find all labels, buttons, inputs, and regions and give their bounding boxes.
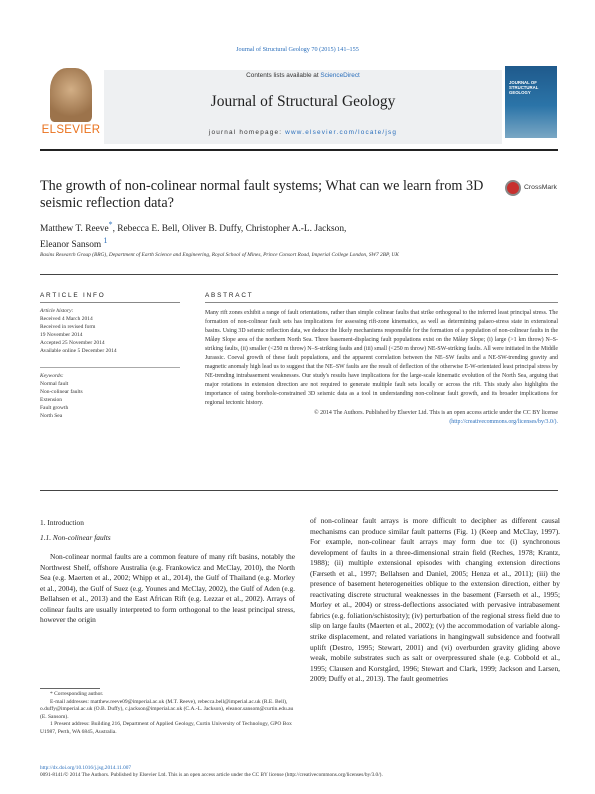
body-column-left <box>40 518 295 626</box>
keyword-item: Non-colinear faults <box>40 389 83 396</box>
history-item: Available online 5 December 2014 <box>40 348 117 355</box>
cover-title: JOURNAL OF STRUCTURAL GEOLOGY <box>509 80 539 96</box>
contents-line <box>104 72 502 79</box>
body-divider <box>40 490 558 491</box>
journal-cover-image[interactable] <box>505 66 557 138</box>
license-statement <box>205 409 558 427</box>
history-item: Received in revised form <box>40 324 96 331</box>
article-history <box>40 307 180 356</box>
history-item: Received 4 March 2014 <box>40 316 93 323</box>
paragraph: of non-colinear fault arrays is more difficult to decipher as different causal mechanisms can produce similar fault patterns (Fig. 1) (Keep and McClay, 1997). For example, non-colinear fault arrays may form due to: (i) synchronous development of faults in a three-dimensional strain field (Reches, 1978; Krantz, 1988); (ii) multiple extensional episodes with changing extension directions (Færseth et al., 1997; Bellahsen and Daniel, 2005; Henza et al., 2011); (iii) the presence of basement heterogeneities oblique to the extension direction, either by reactivating discrete structural weaknesses in the basement (Færseth et al., 1995; Morley et al., 2004) or stress-deflections associated with pervasive intrabasement fabrics (e.g. foliation/schistosity); (iv) perturbation of the regional stress field due to slip on large faults (Maerten et al., 2002); (v) the accommodation of variable along-strike displacement, and related variations in hangingwall subsidence and footwall uplift (Destro, 1995; Stewart, 2001) and (vi) overburden gravity gliding above weak, mobile substrates such as salt or overpressured shale (e.g. Cobbold et al., 1995; Clausen and Korstgård, 1996; Stewart and Clark, 1999; Jackson and Larsen, 2009; Duffy et al., 2013). The fault geometries <box>310 516 560 684</box>
doi-link[interactable]: http://dx.doi.org/10.1016/j.jsg.2014.11.007 <box>40 765 132 771</box>
corresponding-author-note: * Corresponding author. <box>50 691 104 697</box>
abstract-heading: ABSTRACT <box>205 292 254 299</box>
elsevier-logo <box>40 66 102 140</box>
elsevier-wordmark: ELSEVIER <box>41 124 101 136</box>
body-column-right <box>310 516 560 685</box>
author-last[interactable]: Eleanor Sansom <box>40 240 102 251</box>
info-divider <box>40 274 558 275</box>
paragraph: Non-colinear normal faults are a common feature of many rift basins, notably the Northwest Shelf, offshore Australia (e.g. Frankowicz and McClay, 2010), the North Sea (e.g. Maerten et al., 2002; Whipp et al., 2014), the Gulf of Thailand (e.g. Morley et al., 2004), the Gulf of Suez (e.g. Younes and McClay, 2002), the Gulf of Aden (e.g. Bellahsen et al., 2013) and the East African Rift (e.g. Lezzar et al., 2002). Arrays of colinear faults are usually interpreted to form orthogonal to the least principal stress, however the origin <box>40 552 295 625</box>
keywords-label: Keywords: <box>40 373 64 379</box>
footnotes <box>40 691 295 737</box>
author-list <box>40 219 500 251</box>
keyword-item: Extension <box>40 397 62 404</box>
subsection-heading: 1.1. Non-colinear faults <box>40 532 111 542</box>
email-addresses[interactable]: E-mail addresses: matthew.reeve09@imperial.ac.uk (M.T. Reeve), rebecca.bell@imperial.ac.uk (R.E. Bell), o.duffy@imperial.ac.uk (O.B. Duffy), c.jackson@imperial.ac.uk (C.A.-L. Jackson), eleanor.sansom@curtin.edu.au (E. Sansom). <box>40 698 294 720</box>
license-link[interactable]: (http://creativecommons.org/licenses/by/3.0/). <box>449 418 558 425</box>
corresponding-mark[interactable]: * <box>108 220 113 229</box>
keywords-rule <box>40 367 180 368</box>
authors-rest: , Rebecca E. Bell, Oliver B. Duffy, Christopher A.-L. Jackson, <box>112 224 347 235</box>
affiliation-mark[interactable]: 1 <box>103 236 108 246</box>
crossmark-label: CrossMark <box>524 184 557 191</box>
abstract-body <box>205 309 558 427</box>
license-text: © 2014 The Authors. Published by Elsevier Ltd. This is an open access article under the CC BY license <box>314 409 558 416</box>
author-first[interactable]: Matthew T. Reeve <box>40 224 109 235</box>
article-info-rule <box>40 302 180 303</box>
header-divider <box>40 149 558 151</box>
keyword-item: Fault growth <box>40 405 69 412</box>
history-label: Article history: <box>40 308 74 314</box>
affiliation: Basins Research Group (BRG), Department of Earth Science and Engineering, Royal School of Mines, Prince Consort Road, Imperial College London, SW7 2BP, UK <box>40 252 399 258</box>
crossmark-badge[interactable] <box>505 180 565 198</box>
article-title: The growth of non-colinear normal fault systems; What can we learn from 3D seismic reflection data? <box>40 178 484 211</box>
present-address-note: 1 Present address: Building 216, Department of Applied Geology, Curtin University of Technology, GPO Box U1987, Perth, WA 6845, Australia. <box>40 721 292 735</box>
keyword-item: Normal fault <box>40 381 69 388</box>
tree-icon <box>50 68 92 122</box>
homepage-link[interactable]: www.elsevier.com/locate/jsg <box>285 129 398 136</box>
history-item: Accepted 25 November 2014 <box>40 340 105 347</box>
journal-title: Journal of Structural Geology <box>210 93 396 110</box>
contents-prefix: Contents lists available at <box>246 72 321 79</box>
section-heading: 1. Introduction <box>40 518 84 527</box>
journal-homepage <box>104 129 502 136</box>
publication-footer <box>40 765 560 780</box>
keywords <box>40 372 180 421</box>
footnote-rule <box>40 688 100 689</box>
keyword-item: North Sea <box>40 413 63 420</box>
homepage-prefix: journal homepage: <box>208 129 286 136</box>
issn-license: 0091-8141/© 2014 The Authors. Published by Elsevier Ltd. This is an open access article under the CC BY license (http://creativecommons.org/licenses/by/3.0/). <box>40 772 383 779</box>
article-info-heading: ARTICLE INFO <box>40 292 106 299</box>
journal-citation[interactable]: Journal of Structural Geology 70 (2015) 141–155 <box>236 46 359 53</box>
sciencedirect-link[interactable]: ScienceDirect <box>320 72 360 79</box>
crossmark-icon <box>505 180 521 196</box>
abstract-rule <box>205 302 558 303</box>
abstract-text: Many rift zones exhibit a range of fault orientations, rather than simple colinear faults that strike orthogonal to the inferred least principal stress. The formation of non-colinear fault sets has implications for assessing rift-zone kinematics, as well as determining palaeo-stress state in extensional basins. Using 3D seismic reflection data, we deduce the likely mechanisms responsible for the formation of a population of non-colinear faults in the Måløy Slope area of the northern North Sea. Three basement-displacing fault populations exist on the Måløy Slope; (i) large (>1 km throw) N–S-striking faults, (ii) smaller (<250 m throw) N–S-striking faults and (iii) small (<250 m throw) NE-SW-striking faults. All were initiated in the Middle Jurassic. Coeval growth of these fault populations, and the apparent correlation between the NE–SW faults and a NE-SW-trending gravity and magnetic anomaly high lead us to suggest that the NE–SW faults are the result of deflection of the otherwise E-W-orientated least principal stress by NE-trending intrabasement weaknesses. Our study's results have implications for the large-scale kinematic evolution of the North Sea, arguing that major rotations in extension direction are not required to generate multiple fault sets locally or across the rift. This study also highlights the importance of using borehole-constrained 3D seismic data as a tool in understanding non-colinear fault growth, and its broader implications for regional tectonic history. <box>205 310 558 407</box>
history-item: 19 November 2014 <box>40 332 83 339</box>
